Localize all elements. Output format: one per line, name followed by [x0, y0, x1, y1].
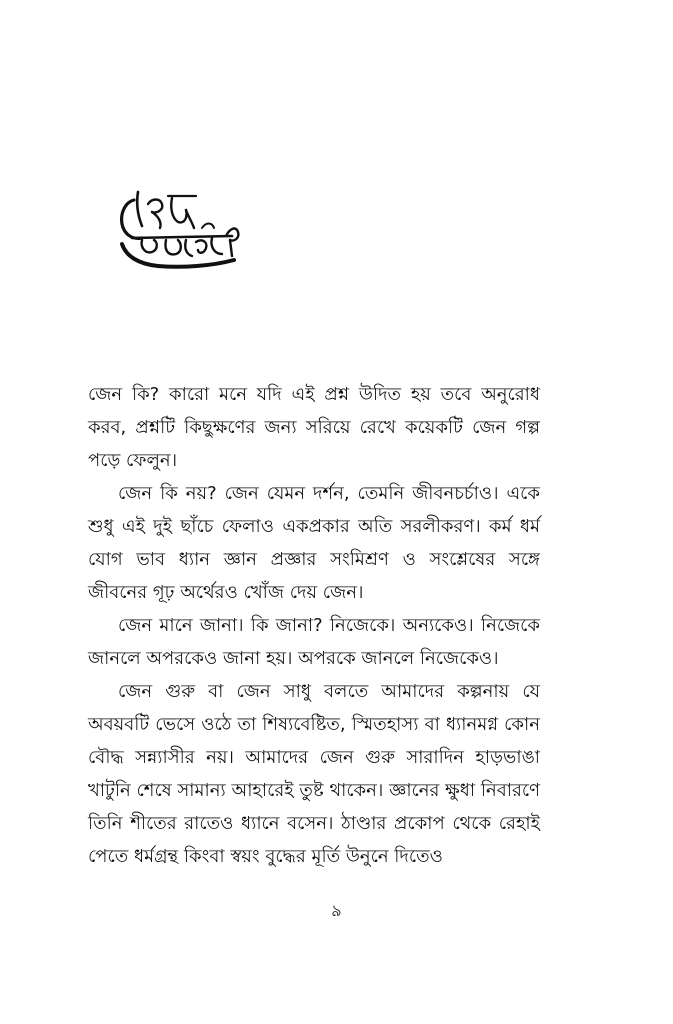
paragraph-4: জেন গুরু বা জেন সাধু বলতে আমাদের কল্পনায় যে অবয়বটি ভেসে ওঠে তা শিষ্যবেষ্টিত, স্মিতহাস্য বা ধ্যানমগ্ন কোন বৌদ্ধ সন্ন্যাসীর নয়। আমাদের জেন গুরু সারাদিন হাড়ভাঙা খাটুনি শেষে সামান্য আহারেই তুষ্ট থাকেন। জ্ঞানের ক্ষুধা নিবারণে তিনি শীতের রাতেও ধ্যানে বসেন। ঠাণ্ডার প্রকোপ থেকে রেহাই পেতে ধর্মগ্রন্থ কিংবা স্বয়ং বুদ্ধের মূর্তি উনুনে দিতেও [88, 681, 540, 867]
page-number: ৯ [331, 901, 342, 920]
paragraph-2: জেন কি নয়? জেন যেমন দর্শন, তেমনি জীবনচর্চাও। একে শুধু এই দুই ছাঁচে ফেলাও একপ্রকার অতি সরলীকরণ। কর্ম ধর্ম যোগ ভাব ধ্যান জ্ঞান প্রজ্ঞার সংমিশ্রণ ও সংশ্লেষের সঙ্গে জীবনের গূঢ় অর্থেরও খোঁজ দেয় জেন। [88, 483, 540, 603]
paragraph-1: জেন কি? কারো মনে যদি এই প্রশ্ন উদিত হয় তবে অনুরোধ করব, প্রশ্নটি কিছুক্ষণের জন্য সরিয়ে রেখে কয়েকটি জেন গল্প পড়ে ফেলুন। [88, 384, 540, 471]
body-text [88, 378, 540, 873]
paragraph-3: জেন মানে জানা। কি জানা? নিজেকে। অন্যকেও। নিজেকে জানলে অপরকেও জানা হয়। অপরকে জানলে নিজেকেও। [88, 615, 540, 669]
calligraphy-title-art [112, 182, 252, 282]
calligraphic-title [112, 182, 252, 282]
